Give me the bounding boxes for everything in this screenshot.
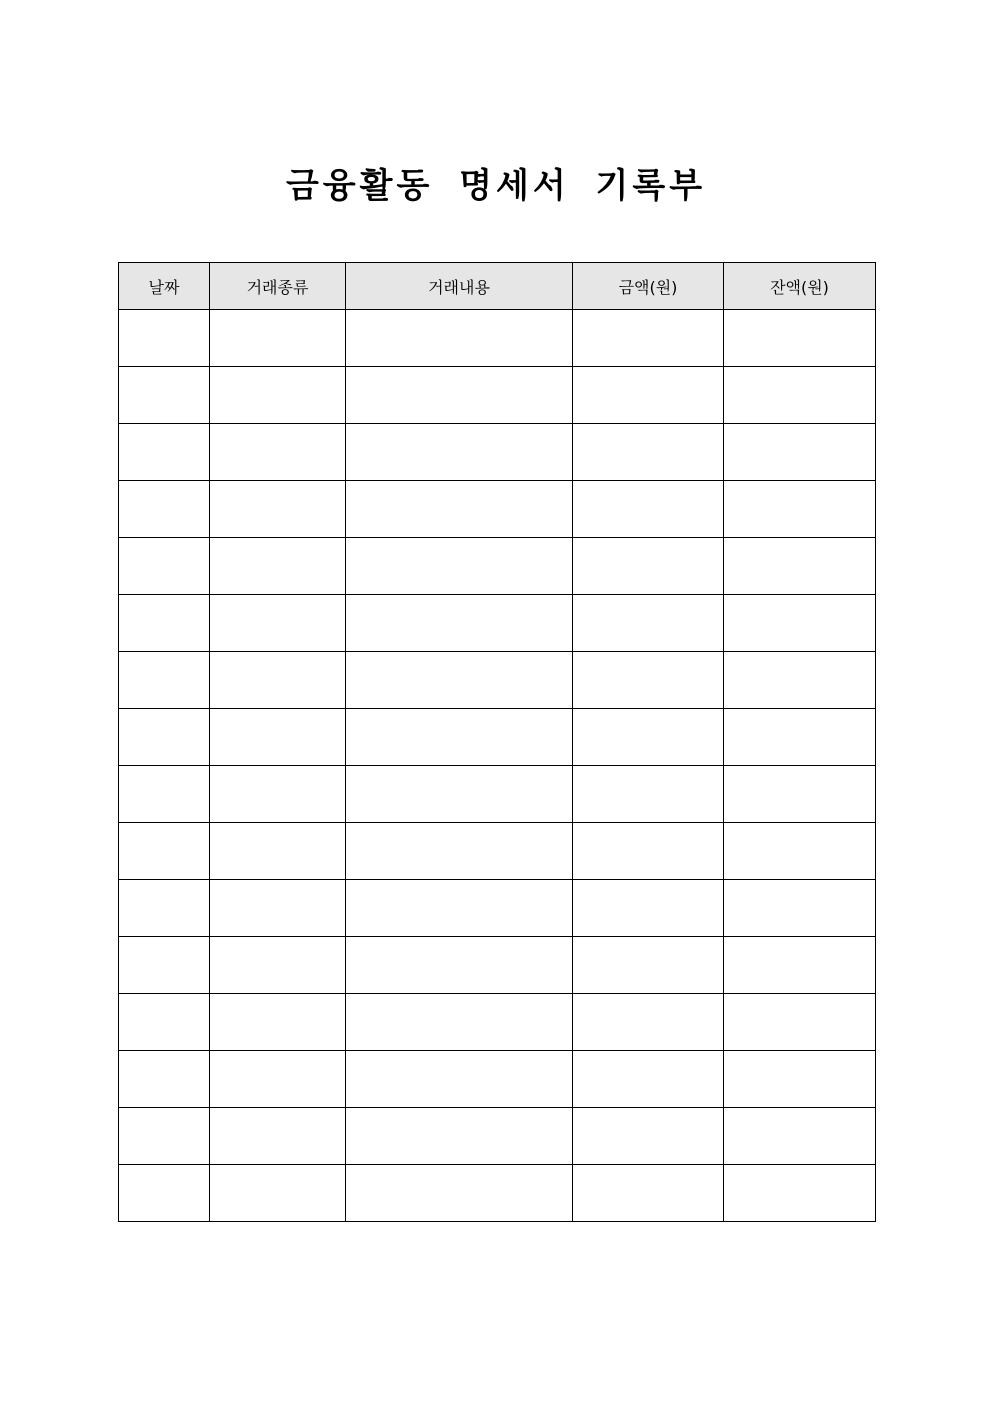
transaction-type-cell[interactable] <box>210 538 346 595</box>
amount-cell[interactable] <box>573 766 724 823</box>
transaction-detail-cell[interactable] <box>346 538 573 595</box>
transaction-type-cell[interactable] <box>210 424 346 481</box>
transaction-type-cell[interactable] <box>210 994 346 1051</box>
date-cell[interactable] <box>119 595 210 652</box>
transaction-detail-cell[interactable] <box>346 1108 573 1165</box>
transaction-type-cell[interactable] <box>210 766 346 823</box>
transaction-detail-cell[interactable] <box>346 424 573 481</box>
balance-cell[interactable] <box>724 1051 876 1108</box>
table-row <box>119 310 876 367</box>
transaction-detail-cell[interactable] <box>346 709 573 766</box>
balance-cell[interactable] <box>724 823 876 880</box>
page-title: 금융활동 명세서 기록부 <box>285 166 707 206</box>
transaction-type-cell[interactable] <box>210 367 346 424</box>
balance-cell[interactable] <box>724 880 876 937</box>
amount-cell[interactable] <box>573 937 724 994</box>
date-cell[interactable] <box>119 994 210 1051</box>
transaction-detail-cell[interactable] <box>346 937 573 994</box>
transaction-type-cell[interactable] <box>210 1165 346 1222</box>
date-cell[interactable] <box>119 367 210 424</box>
table-row <box>119 1108 876 1165</box>
amount-cell[interactable] <box>573 481 724 538</box>
date-cell[interactable] <box>119 1051 210 1108</box>
transaction-type-cell[interactable] <box>210 937 346 994</box>
column-header-date: 날짜 <box>119 263 210 310</box>
amount-cell[interactable] <box>573 1165 724 1222</box>
table-row <box>119 652 876 709</box>
transaction-type-cell[interactable] <box>210 823 346 880</box>
amount-cell[interactable] <box>573 538 724 595</box>
table-row <box>119 424 876 481</box>
table-row <box>119 538 876 595</box>
transaction-type-cell[interactable] <box>210 1051 346 1108</box>
transaction-detail-cell[interactable] <box>346 1051 573 1108</box>
table-row <box>119 823 876 880</box>
transaction-type-cell[interactable] <box>210 1108 346 1165</box>
ledger-table <box>118 262 876 1222</box>
balance-cell[interactable] <box>724 766 876 823</box>
balance-cell[interactable] <box>724 424 876 481</box>
date-cell[interactable] <box>119 424 210 481</box>
amount-cell[interactable] <box>573 823 724 880</box>
transaction-type-cell[interactable] <box>210 310 346 367</box>
date-cell[interactable] <box>119 652 210 709</box>
table-row <box>119 937 876 994</box>
transaction-detail-cell[interactable] <box>346 652 573 709</box>
balance-cell[interactable] <box>724 310 876 367</box>
date-cell[interactable] <box>119 766 210 823</box>
date-cell[interactable] <box>119 538 210 595</box>
table-row <box>119 1165 876 1222</box>
date-cell[interactable] <box>119 310 210 367</box>
date-cell[interactable] <box>119 1165 210 1222</box>
balance-cell[interactable] <box>724 367 876 424</box>
balance-cell[interactable] <box>724 994 876 1051</box>
column-header-transaction-detail: 거래내용 <box>346 263 573 310</box>
column-header-transaction-type: 거래종류 <box>210 263 346 310</box>
transaction-type-cell[interactable] <box>210 481 346 538</box>
table-row <box>119 766 876 823</box>
balance-cell[interactable] <box>724 595 876 652</box>
transaction-detail-cell[interactable] <box>346 481 573 538</box>
amount-cell[interactable] <box>573 880 724 937</box>
transaction-detail-cell[interactable] <box>346 310 573 367</box>
transaction-detail-cell[interactable] <box>346 367 573 424</box>
transaction-type-cell[interactable] <box>210 880 346 937</box>
amount-cell[interactable] <box>573 595 724 652</box>
balance-cell[interactable] <box>724 1165 876 1222</box>
amount-cell[interactable] <box>573 310 724 367</box>
table-row <box>119 1051 876 1108</box>
table-row <box>119 709 876 766</box>
transaction-type-cell[interactable] <box>210 652 346 709</box>
transaction-type-cell[interactable] <box>210 709 346 766</box>
balance-cell[interactable] <box>724 937 876 994</box>
table-row <box>119 880 876 937</box>
balance-cell[interactable] <box>724 709 876 766</box>
amount-cell[interactable] <box>573 367 724 424</box>
date-cell[interactable] <box>119 937 210 994</box>
balance-cell[interactable] <box>724 652 876 709</box>
date-cell[interactable] <box>119 823 210 880</box>
date-cell[interactable] <box>119 880 210 937</box>
column-header-amount: 금액(원) <box>573 263 724 310</box>
amount-cell[interactable] <box>573 1108 724 1165</box>
transaction-detail-cell[interactable] <box>346 994 573 1051</box>
transaction-detail-cell[interactable] <box>346 595 573 652</box>
amount-cell[interactable] <box>573 424 724 481</box>
table-row <box>119 367 876 424</box>
amount-cell[interactable] <box>573 1051 724 1108</box>
transaction-detail-cell[interactable] <box>346 880 573 937</box>
balance-cell[interactable] <box>724 538 876 595</box>
balance-cell[interactable] <box>724 1108 876 1165</box>
table-row <box>119 481 876 538</box>
amount-cell[interactable] <box>573 652 724 709</box>
balance-cell[interactable] <box>724 481 876 538</box>
header-row <box>119 263 876 310</box>
transaction-type-cell[interactable] <box>210 595 346 652</box>
table-row <box>119 595 876 652</box>
table-row <box>119 994 876 1051</box>
transaction-detail-cell[interactable] <box>346 766 573 823</box>
transaction-detail-cell[interactable] <box>346 823 573 880</box>
date-cell[interactable] <box>119 1108 210 1165</box>
date-cell[interactable] <box>119 481 210 538</box>
amount-cell[interactable] <box>573 994 724 1051</box>
ledger-body <box>119 310 876 1222</box>
transaction-detail-cell[interactable] <box>346 1165 573 1222</box>
date-cell[interactable] <box>119 709 210 766</box>
column-header-balance: 잔액(원) <box>724 263 876 310</box>
amount-cell[interactable] <box>573 709 724 766</box>
